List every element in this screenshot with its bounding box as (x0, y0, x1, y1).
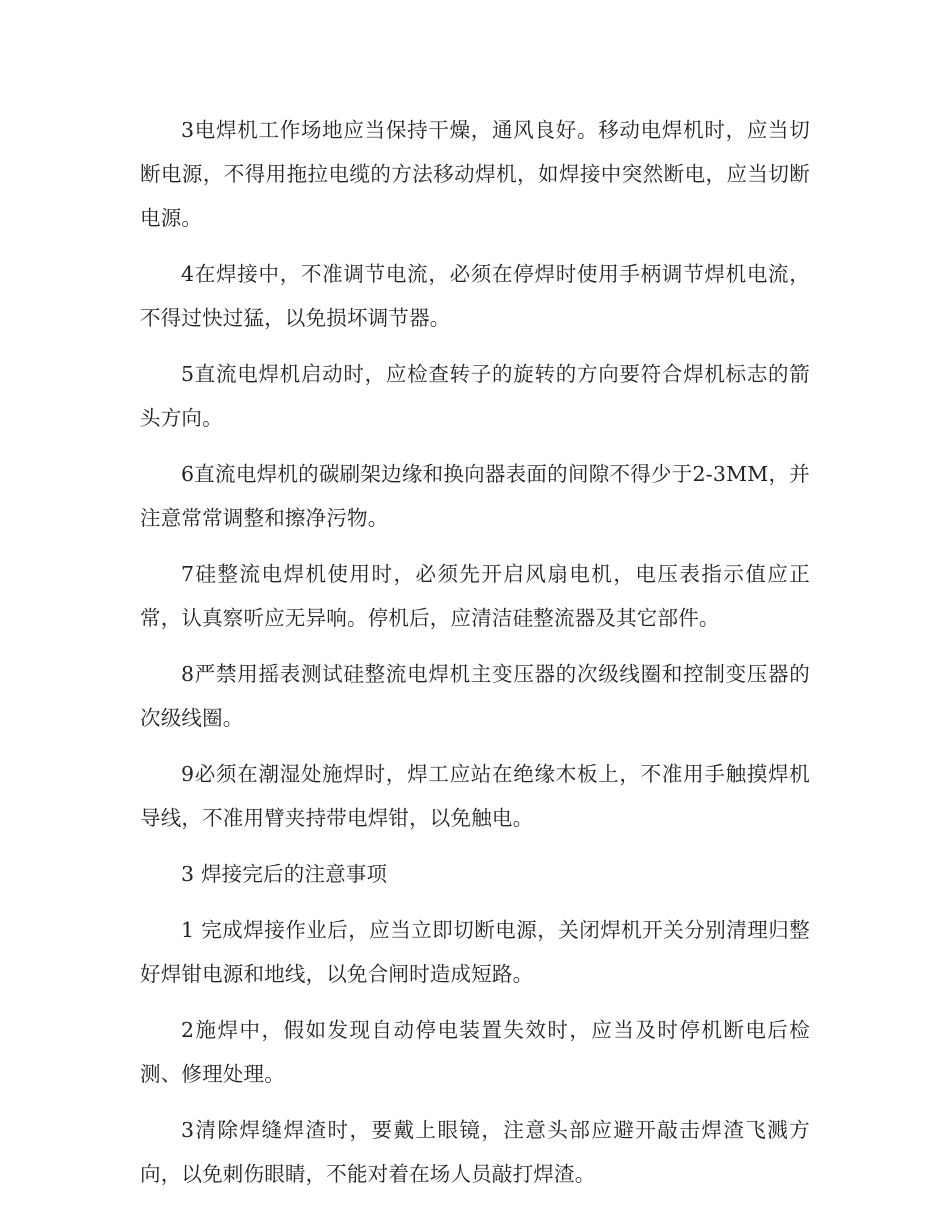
paragraph-post-weld-1: 1 完成焊接作业后，应当立即切断电源，关闭焊机开关分别清理归整好焊钳电源和地线，以免合闸时造成短路。 (140, 918, 810, 986)
paragraph-item-6: 6直流电焊机的碳刷架边缘和换向器表面的间隙不得少于2-3MM，并注意常常调整和擦净污物。 (140, 462, 810, 530)
paragraph-item-8: 8严禁用摇表测试硅整流电焊机主变压器的次级线圈和控制变压器的次级线圈。 (140, 662, 810, 730)
paragraph-item-9: 9必须在潮湿处施焊时，焊工应站在绝缘木板上，不准用手触摸焊机导线，不准用臂夹持带电焊钳，以免触电。 (140, 762, 810, 830)
paragraph-item-3: 3电焊机工作场地应当保持干燥，通风良好。移动电焊机时，应当切断电源，不得用拖拉电缆的方法移动焊机，如焊接中突然断电，应当切断电源。 (140, 118, 810, 230)
paragraph-post-weld-3: 3清除焊缝焊渣时，要戴上眼镜，注意头部应避开敲击焊渣飞溅方向，以免刺伤眼睛，不能对着在场人员敲打焊渣。 (140, 1118, 810, 1186)
paragraph-item-4: 4在焊接中，不准调节电流，必须在停焊时使用手柄调节焊机电流，不得过快过猛，以免损坏调节器。 (140, 262, 810, 330)
paragraph-post-weld-2: 2施焊中，假如发现自动停电装置失效时，应当及时停机断电后检测、修理处理。 (140, 1018, 810, 1086)
document-body (140, 108, 810, 1208)
paragraph-item-5: 5直流电焊机启动时，应检查转子的旋转的方向要符合焊机标志的箭头方向。 (140, 362, 810, 430)
section-heading: 3 焊接完后的注意事项 (181, 862, 388, 886)
paragraph-item-7: 7硅整流电焊机使用时，必须先开启风扇电机，电压表指示值应正常，认真察听应无异响。停机后，应清洁硅整流器及其它部件。 (140, 562, 810, 630)
